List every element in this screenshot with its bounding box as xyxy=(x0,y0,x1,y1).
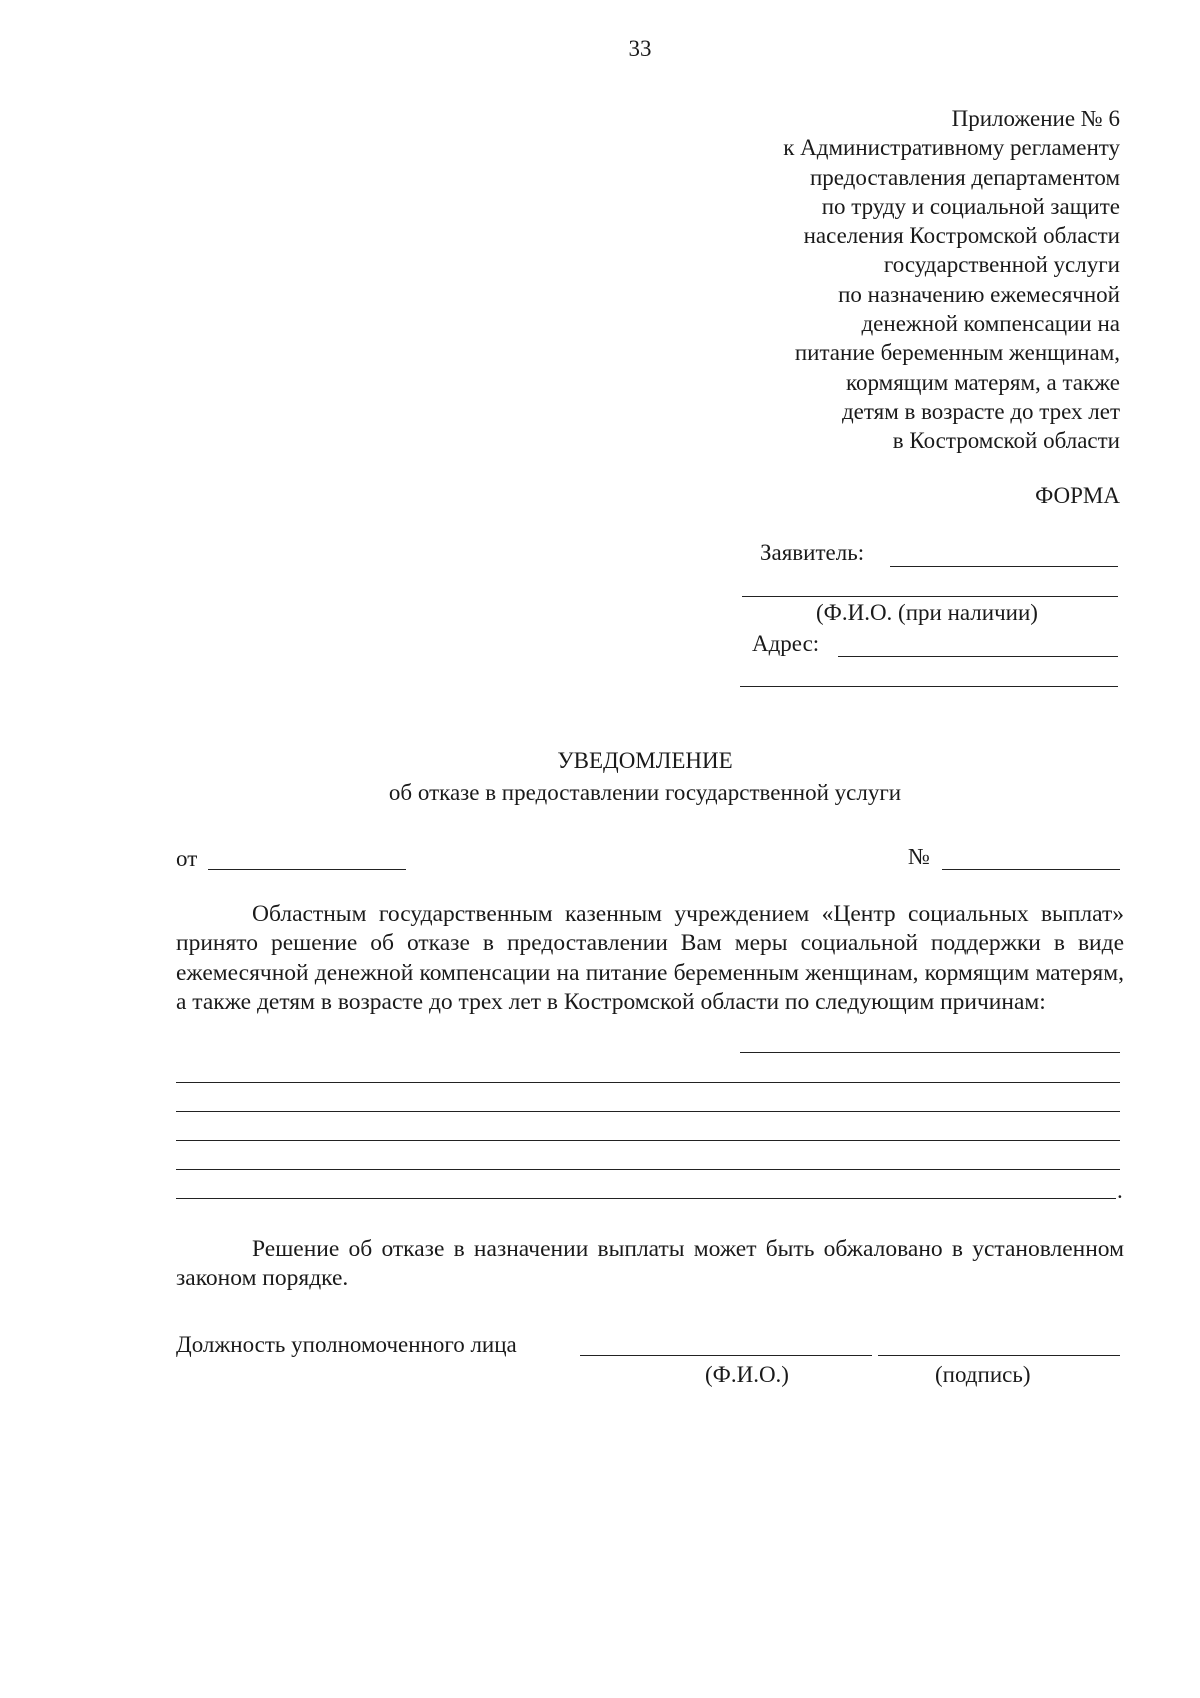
appendix-line: питание беременным женщинам, xyxy=(794,340,1120,366)
appendix-line: детям в возрасте до трех лет xyxy=(841,398,1120,424)
date-label: от xyxy=(176,846,198,871)
number-label: № xyxy=(908,844,930,869)
number-field[interactable] xyxy=(942,869,1120,870)
notice-subtitle: об отказе в предоставлении государственной услуги xyxy=(388,780,902,805)
appendix-line: предоставления департаментом xyxy=(809,164,1120,190)
page-number: 33 xyxy=(628,36,652,61)
appeal-paragraph: Решение об отказе в назначении выплаты может быть обжаловано в установленном законом порядке. xyxy=(176,1236,1124,1292)
official-name-field[interactable] xyxy=(580,1355,872,1356)
appendix-line: кормящим матерям, а также xyxy=(846,369,1120,395)
address-label: Адрес: xyxy=(752,631,820,656)
signature-caption: (подпись) xyxy=(935,1362,1031,1387)
appendix-block xyxy=(560,104,1120,456)
appendix-line: государственной услуги xyxy=(883,252,1120,278)
appendix-line: в Костромской области xyxy=(892,428,1120,454)
reason-line-2[interactable] xyxy=(176,1111,1120,1112)
date-field[interactable] xyxy=(208,869,406,870)
official-fio-caption: (Ф.И.О.) xyxy=(705,1362,789,1387)
decision-paragraph: Областным государственным казенным учреждением «Центр социальных выплат» принято решение об отказе в предоставлении Вам меры социальной поддержки в виде ежемесячной денежной компенсации на питание беременным женщинам, кормящим матерям, а также детям в возрасте до трех лет в Костромской области по следующим причинам: xyxy=(176,901,1124,1015)
reason-field-inline[interactable] xyxy=(740,1052,1120,1053)
appendix-line: к Административному регламенту xyxy=(783,135,1120,161)
reason-line-5[interactable] xyxy=(176,1198,1116,1199)
appendix-line: по назначению ежемесячной xyxy=(838,281,1120,307)
reason-line-3[interactable] xyxy=(176,1140,1120,1141)
appendix-line: по труду и социальной защите xyxy=(821,193,1120,219)
form-label: ФОРМА xyxy=(1035,483,1120,508)
notice-title: УВЕДОМЛЕНИЕ xyxy=(557,748,733,773)
address-field-line2[interactable] xyxy=(740,686,1118,687)
applicant-name-field-line2[interactable] xyxy=(742,596,1118,597)
position-label: Должность уполномоченного лица xyxy=(176,1332,517,1357)
appendix-line: населения Костромской области xyxy=(803,223,1120,249)
appendix-line: Приложение № 6 xyxy=(951,106,1120,131)
address-field[interactable] xyxy=(838,656,1118,657)
appendix-line: денежной компенсации на xyxy=(861,311,1120,337)
applicant-name-field[interactable] xyxy=(890,566,1118,567)
fio-caption: (Ф.И.О. (при наличии) xyxy=(816,600,1038,625)
reason-line-1[interactable] xyxy=(176,1082,1120,1083)
applicant-label: Заявитель: xyxy=(760,540,865,565)
reason-line-4[interactable] xyxy=(176,1169,1120,1170)
signature-field[interactable] xyxy=(878,1355,1120,1356)
reason-end-mark: . xyxy=(1117,1178,1123,1203)
